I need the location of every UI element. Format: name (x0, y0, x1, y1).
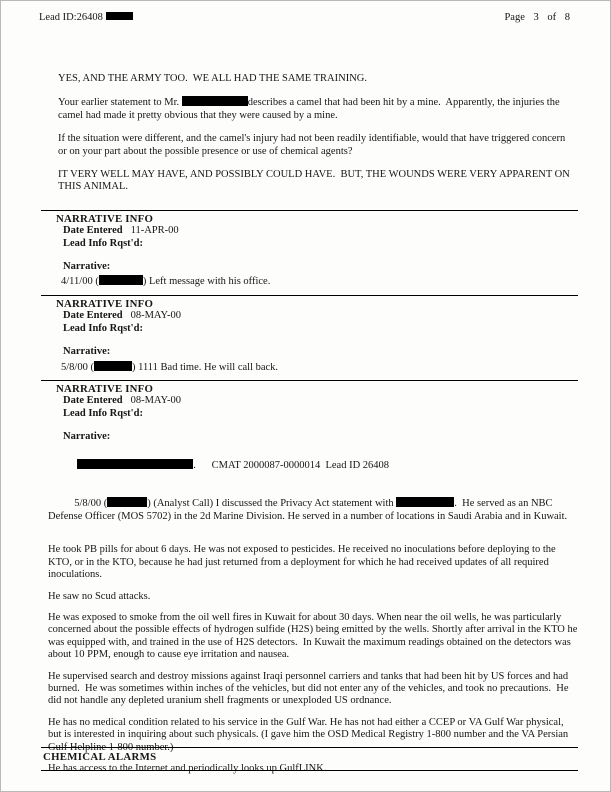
narrative-paragraph (48, 485, 578, 536)
paragraph-text: He was exposed to smoke from the oil well fires in Kuwait for about 30 days. When near the oil wells, he was particularly concerned about the possible effects of hydrogen sulfide (H2S) being emitted by the wells. Shortly after arrival in the KTO he was equipped with, and trained in the use of H2S detectors. In Kuwait the maximum readings obtained on the detectors was about 10 PPM, enough to cause eye irritation and nausea. (48, 612, 581, 661)
date-entered-value: 08-MAY-00 (130, 310, 181, 322)
section-title: NARRATIVE INFO (56, 212, 154, 225)
narrative-text (41, 275, 578, 288)
narrative-label: Narrative: (63, 431, 111, 443)
narrative-paragraph (48, 591, 578, 603)
narrative-label: Narrative: (63, 346, 111, 358)
paragraph-text: He took PB pills for about 6 days. He was not exposed to pesticides. He received no inoculations before deploying to the KTO, or in the KTO, because he had just returned from a deployment for which he had received updates of all required inoculations. (48, 544, 559, 581)
lead-info-label: Lead Info Rqst'd: (63, 407, 143, 419)
redaction-bar (99, 275, 143, 285)
paragraph-text: YES, AND THE ARMY TOO. WE ALL HAD THE SAME TRAINING. (58, 73, 367, 84)
date-entered-row (41, 395, 578, 407)
date-entered-value: 08-MAY-00 (130, 395, 181, 407)
paragraph-text: He has no medical condition related to his service in the Gulf War. He has not had either a CCEP or VA Gulf War physical, but is interested in inquiring about such physicals. (I gave him the OSD Medical Registry 1-800 number and the VA Persian Gulf Helpline 1-800 number.) (48, 716, 571, 753)
answer-paragraph (58, 73, 576, 85)
paragraph-text: Your earlier statement to Mr. (58, 97, 182, 109)
narrative-text (41, 444, 581, 776)
paragraph-text: He has access to the Internet and periodically looks up GulfLINK. (48, 763, 327, 775)
paragraph-text: He supervised search and destroy missions against Iraqi personnel carriers and tanks that had been hit by US forces and had burned. He was sometimes within inches of the vehicles, but did not enter any of the vehicles, and took no precautions. He did not handle any depleted uranium shell fragments or unexploded US ordnance. (48, 670, 572, 707)
chemical-alarms-section (41, 747, 578, 771)
redaction-bar (396, 497, 454, 507)
narrative-text (41, 361, 578, 374)
narrative-paragraph (48, 671, 578, 708)
section-heading: CHEMICAL ALARMS (43, 751, 157, 763)
paragraph-text: IT VERY WELL MAY HAVE, AND POSSIBLY COULD HAVE. BUT, THE WOUNDS WERE VERY APPARENT ON THIS ANIMAL. (58, 169, 573, 193)
date-entered-label: Date Entered (63, 310, 123, 322)
redaction-bar (106, 12, 133, 20)
date-entered-label: Date Entered (63, 225, 123, 237)
cmat-reference-line (48, 447, 578, 485)
narrative-section-3 (41, 380, 581, 782)
paragraph-text: He saw no Scud attacks. (48, 590, 151, 602)
redaction-bar (107, 497, 147, 507)
paragraph-text: describes a camel that had been hit by a mine. Apparently, the injuries the camel had made it pretty obvious that they were caused by a mine. (58, 97, 563, 121)
section-title: NARRATIVE INFO (56, 297, 154, 310)
narrative-sections (1, 210, 610, 782)
paragraph-text: . He served as an NBC Defense Officer (MOS 5702) in the 2d Marine Division. He served in a number of locations in Saudi Arabia and in Kuwait. (48, 498, 568, 522)
date-entered-row (41, 225, 578, 237)
date-entered-value: 11-APR-00 (130, 225, 179, 237)
narrative-label: Narrative: (63, 261, 111, 273)
narrative-text-part: 5/8/00 ( (61, 361, 94, 373)
lead-id (39, 12, 133, 24)
question-paragraph (58, 96, 576, 122)
redaction-bar (182, 96, 248, 106)
paragraph-text: ) (Analyst Call) I discussed the Privacy Act statement with (147, 498, 397, 510)
redaction-bar (77, 459, 193, 469)
narrative-section-2 (41, 295, 578, 380)
question-paragraph (58, 133, 576, 158)
interview-transcript (58, 73, 576, 194)
narrative-text-part: 4/11/00 ( (61, 276, 99, 288)
cmat-reference-text: . CMAT 2000087-0000014 Lead ID 26408 (193, 459, 390, 471)
page-number: Page 3 of 8 (504, 12, 570, 23)
answer-paragraph (58, 169, 576, 194)
narrative-text-part: ) 1111 Bad time. He will call back. (131, 361, 279, 373)
narrative-paragraph (48, 544, 578, 581)
lead-info-label: Lead Info Rqst'd: (63, 322, 143, 334)
page-header (39, 12, 570, 24)
narrative-text-part: ) Left message with his office. (142, 276, 271, 288)
lead-id-text: Lead ID:26408 (39, 12, 103, 23)
lead-info-label: Lead Info Rqst'd: (63, 237, 143, 249)
paragraph-text: 5/8/00 ( (74, 498, 108, 510)
narrative-paragraph (48, 612, 581, 662)
date-entered-row (41, 310, 578, 322)
redaction-bar (94, 361, 132, 371)
section-title: NARRATIVE INFO (56, 382, 154, 395)
date-entered-label: Date Entered (63, 395, 123, 407)
paragraph-text: If the situation were different, and the camel's injury had not been readily identifiable, would that have triggered concern or on your part about the possible presence or use of chemical agents? (58, 133, 568, 157)
narrative-section-1 (41, 210, 578, 295)
